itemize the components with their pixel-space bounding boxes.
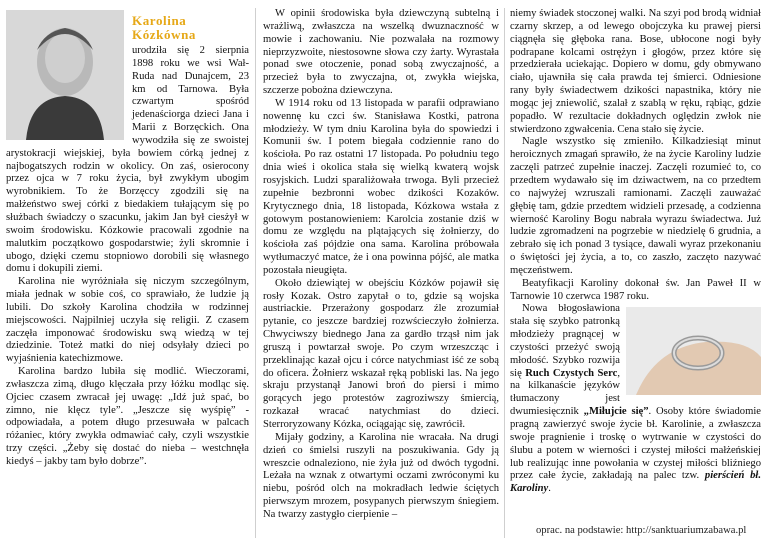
paragraph: niemy świadek stoczonej walki. Na szyi pod brodą widniał czarny skrzep, a od lewego obojczyka ku prawej piersi ciągnęła się głęboka rana. Bose, ubłocone nogi były podrapane kolcami ostrężyn i głogów, przez które się przedzierała uciekając. Dopiero w domu, gdy obmywano ciało, ujawniła się cała prawda tej śmierci. Odniesione rany były świadectwem dzikości napastnika, który nie mogąc jej zniewolić, szalał z szablą w ręku, rąbiąc, gdzie popadło. W rezultacie dokładnych oględzin zwłok nie stwierdzono zgwałcenia. Cena stało się życie. xyxy=(510,8,761,135)
paragraph: urodziła się 2 sierpnia 1898 roku we wsi Wał-Ruda nad Dunajcem, 23 km od Tarnowa. Była czwartym spośród jedenaściorga dzieci Jana i Marii z Borzęckich. Ona wywodziła się ze swoistej arystokracji wiejskiej, była bowiem córką jednej z najbogatszych rodzin w okolicy. On zaś, osierocony przez ojca w 7 roku życia, był zwykłym ubogim wyrobnikiem. To że Borzęccy zgodzili się na małżeństwo swej córki z biedakiem tułającym się po służbach świadczy o szacunku, jakim Jan był ciesżył w swoim środowisku. Kózkowie pracowali zgodnie na malutkim początkowo gospodarstwie; żyli skromnie i ubogo, dzięki czemu stopniowo dorobili się własnego domu i dokupili ziemi. xyxy=(6,45,249,275)
paragraph: Karolina nie wyróżniała się niczym szczególnym, miała jednak w sobie coś, co sprawiało, że ludzie ją lubili. Do szkoły Karolina chodziła w rodzinnej miejscowości. Najpilniej uczyła się religii. Z czasem zaczęła imponować środowisku swą wiedzą w tej dziedzinie. Toteż matki do niej odsyłały dzieci po wyjaśnienia katechizmowe. xyxy=(6,276,249,365)
paragraph: Mijały godziny, a Karolina nie wracała. Na drugi dzień co śmielsi ruszyli na poszukiwania. Gdy ją wreszcie odnaleziono, nie żyła już od dwóch tygodni. Leżała na wznak z otwartymi oczami zwróconymi ku niebu, pośród olch na mokradłach ledwie ściętych pierwszym mrozem, posypanych pierwszym śniegiem. Na twarzy zastygło cierpienie – xyxy=(263,431,499,520)
ring-name: pierścień bł. Karoliny xyxy=(510,470,762,495)
article-title: Karolina Kózkówna xyxy=(132,13,197,42)
column-divider xyxy=(255,8,256,538)
paragraph: Nowa błogosławiona stała się szybko patronką młodzieży pragnącej w czystości przeżyć swoją młodość. Szybko rozwija się Ruch Czystych Serc, na kilkanaście języków tłumaczony jest dwumiesięcznik „Miłujcie się”. Osoby które świadomie pragną zawierzyć swoje życie bł. Karolinie, a zwłaszcza swoje pragnienie i troskę o wytrwanie w czystości do ślubu a potem w wierności i czystej miłości małżeńskiej lub realizując inne powołania w czystej miłości bliźniego przez całe życie, zakładają na palec tzw. pierścień bł. Karoliny. xyxy=(510,303,762,495)
source-note: oprac. na podstawie: http://sanktuariumzabawa.pl xyxy=(536,525,747,536)
paragraph: Karolina bardzo lubiła się modlić. Wieczorami, zwłaszcza zimą, długo klęczała przy łóżku modląc się. Ojciec czasem zwracał jej uwagę: „Idź już spać, bo zimno, nie klęcz tyle”. „Jeszcze się wyśpię” - odpowiadała, a potem długo przesuwała w palcach różaniec, który zwykła odmawiać cały, czyli wszystkie trzy części. „Żeby się dostać do nieba – westchnęła kiedyś – jakby tam było dobrze”. xyxy=(6,366,249,467)
paragraph: Nagle wszystko się zmieniło. Kilkadziesiąt minut heroicznych zmagań sprawiło, że na życie Karoliny ludzie zaczęli patrzeć zupełnie inaczej. Zaczęli rozumieć to, co przedtem wydawało się im dziwactwem, na co przedtem co najwyżej wzruszali ramionami. Zaczęli zauważać głębię tam, gdzie przedtem widzieli przesadę, a codzienna wierność Karoliny Bogu nabrała wyrazu świadectwa. Już ludzie zgromadzeni na pogrzebie w niedzielę 6 grudnia, a zebrało się ich ponad 3 tysiące, dawali wyraz przekonaniu o świętości jej życia, a to, co zaszło, zaczęto nazywać męczeństwem. xyxy=(510,136,761,276)
column-divider xyxy=(504,8,505,538)
ring-photo xyxy=(626,307,761,395)
movement-name: Ruch Czystych Serc xyxy=(525,367,618,379)
paragraph: W opinii środowiska była dziewczyną subtelną i wrażliwą, zwłaszcza na wszelką dwuznaczność w mowie i zachowaniu. Nie pozwalała na rozmowy nieprzyzwoite, niestosowne słowa czy żarty. Wyrastała ponad swe otoczenie, ponad sobą zwyczajność, a przecież była to zwyczajna, ot, zwykła wiejska, szczerze pobożna dziewczyna. xyxy=(263,8,499,97)
column-3 xyxy=(510,8,761,496)
magazine-name: „Miłujcie się” xyxy=(583,406,649,418)
paragraph: Około dziewiątej w obejściu Kózków pojawił się rosły Kozak. Ostro zapytał o to, gdzie są wojska austriackie. Przerażony gospodarz źle zrozumiał pytanie, co jeszcze bardziej rozwścieczyło żołnierza. Chwyciwszy biednego Jana za gardło trząsł nim jak gruszą i powtarzał swoje. Po czym wrzeszcząc i przeklinając kazał ojcu i córce natychmiast iść ze sobą do oficera. Żołnierz wskazał ręką pobliski las. Na jego skraju przystanął Janowi broń do piersi i mimo gorących jego protestów zagroziwszy śmiercią, rozkazał wracać natychmiast do dzieci. Sterroryzowany Kózka, ociągając się, zawrócił. xyxy=(263,277,499,430)
portrait-photo xyxy=(6,10,124,140)
paragraph: Beatyfikacji Karoliny dokonał św. Jan Paweł II w Tarnowie 10 czerwca 1987 roku. xyxy=(510,277,761,302)
column-2 xyxy=(263,8,499,522)
column-1 xyxy=(6,8,249,469)
paragraph: W 1914 roku od 13 listopada w parafii odprawiano nowennę ku czci św. Stanisława Kostki, patrona młodzieży. W tym dniu Karolina była do spowiedzi i Komunii św. I potem biegała codziennie rano do kościoła. Po raz ostatni 17 listopada. Po południu tego dnia wieś i okolica stała się wielką kwaterą wojsk rosyjskich. Ludzi sparaliżowała trwoga. Byli przecież zupełnie bezbronni wobec dzikości Kozaków. Krytycznego dnia, 18 listopada, Kózkowa wstała z gotowym postanowieniem: Karolcia zostanie dziś w domu ze względu na plątających się żołnierzy, do kościoła zaś pójdzie ona sama. Karolina próbowała wytłumaczyć matce, że i ona powinna pójść, ale matka pozostała nieugięta. xyxy=(263,97,499,276)
